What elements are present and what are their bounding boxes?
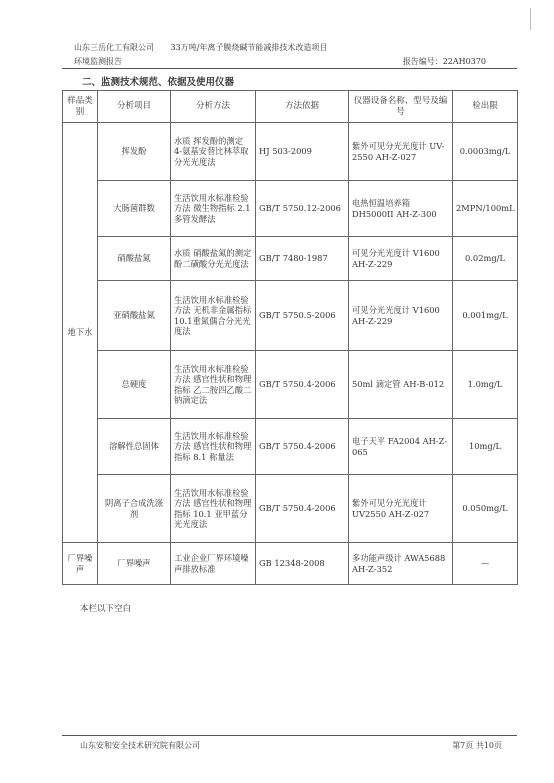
footer-divider (62, 735, 517, 736)
basis-cell: GB/T 5750.4-2006 (256, 351, 349, 419)
limit-cell: 1.0mg/L (453, 351, 518, 419)
item-cell: 阴离子合成洗涤剂 (98, 475, 171, 543)
header-item: 分析项目 (98, 91, 171, 123)
basis-cell: HJ 503-2009 (256, 123, 349, 181)
method-cell: 生活饮用水标准检验方法 感官性状和物理指标 8.1 称量法 (171, 419, 256, 475)
section-title: 二、监测技术规范、依据及使用仪器 (82, 77, 235, 88)
company-name: 山东三岳化工有限公司 (74, 43, 154, 52)
method-cell: 生活饮用水标准检验方法 感官性状和物理指标 10.1 亚甲蓝分光光度法 (171, 475, 256, 543)
header-basis: 方法依据 (256, 91, 349, 123)
basis-cell: GB/T 5750.4-2006 (256, 419, 349, 475)
item-cell: 大肠菌群数 (98, 181, 171, 237)
table-row (63, 237, 518, 281)
item-cell: 硝酸盐氮 (98, 237, 171, 281)
blank-below-note: 本栏以下空白 (80, 604, 132, 614)
table-row (63, 419, 518, 475)
category-cell: 厂界噪声 (63, 543, 98, 585)
methods-table (62, 90, 518, 585)
report-number: 报告编号：22AH0370 (402, 57, 486, 66)
header-limit: 检出限 (453, 91, 518, 123)
table-row (63, 123, 518, 181)
item-cell: 溶解性总固体 (98, 419, 171, 475)
limit-cell: 0.050mg/L (453, 475, 518, 543)
limit-cell: 2MPN/100mL (453, 181, 518, 237)
table-row (63, 181, 518, 237)
scan-mark (530, 8, 531, 30)
instrument-cell: 多功能声级计 AWA5688 AH-Z-352 (349, 543, 453, 585)
table-header-row (63, 91, 518, 123)
instrument-cell: 紫外可见分光光度计 UV-2550 AH-Z-027 (349, 123, 453, 181)
table-row (63, 543, 518, 585)
table-row (63, 351, 518, 419)
item-cell: 亚硝酸盐氮 (98, 281, 171, 351)
header-method: 分析方法 (171, 91, 256, 123)
instrument-cell: 电热恒温培养箱 DH5000II AH-Z-300 (349, 181, 453, 237)
limit-cell: 0.02mg/L (453, 237, 518, 281)
instrument-cell: 50ml 滴定管 AH-B-012 (349, 351, 453, 419)
limit-cell: 0.001mg/L (453, 281, 518, 351)
instrument-cell: 可见分光光度计 V1600 AH-Z-229 (349, 237, 453, 281)
table-row (63, 281, 518, 351)
report-type: 环境监测报告 (74, 57, 122, 66)
limit-cell: — (453, 543, 518, 585)
method-cell: 水质 硝酸盐氮的测定 酚二磺酸分光光度法 (171, 237, 256, 281)
instrument-cell: 紫外可见分光光度计 UV2550 AH-Z-027 (349, 475, 453, 543)
footer-institute: 山东安和安全技术研究院有限公司 (80, 741, 200, 750)
method-cell: 生活饮用水标准检验方法 无机非金属指标 10.1重氮偶合分光光度法 (171, 281, 256, 351)
method-cell: 生活饮用水标准检验方法 感官性状和物理指标 乙二胺四乙酸二钠滴定法 (171, 351, 256, 419)
method-cell: 工业企业厂界环境噪声排放标准 (171, 543, 256, 585)
project-name: 33万吨/年离子膜烧碱节能减排技术改造项目 (170, 43, 328, 52)
basis-cell: GB/T 5750.4-2006 (256, 475, 349, 543)
header-category: 样品类别 (63, 91, 98, 123)
method-cell: 水质 挥发酚的测定 4-氨基安替比林萃取分光光度法 (171, 123, 256, 181)
report-header (74, 42, 504, 53)
item-cell: 厂界噪声 (98, 543, 171, 585)
instrument-cell: 可见分光光度计 V1600 AH-Z-229 (349, 281, 453, 351)
basis-cell: GB/T 7480-1987 (256, 237, 349, 281)
basis-cell: GB/T 5750.5-2006 (256, 281, 349, 351)
basis-cell: GB/T 5750.12-2006 (256, 181, 349, 237)
header-instrument: 仪器设备名称、型号及编号 (349, 91, 453, 123)
category-cell: 地下水 (63, 123, 98, 543)
header-divider (62, 68, 517, 69)
page-number: 第7页 共10页 (452, 741, 502, 750)
item-cell: 总硬度 (98, 351, 171, 419)
table-row (63, 475, 518, 543)
limit-cell: 10mg/L (453, 419, 518, 475)
limit-cell: 0.0003mg/L (453, 123, 518, 181)
method-cell: 生活饮用水标准检验方法 微生物指标 2.1 多管发酵法 (171, 181, 256, 237)
item-cell: 挥发酚 (98, 123, 171, 181)
basis-cell: GB 12348-2008 (256, 543, 349, 585)
instrument-cell: 电子天平 FA2004 AH-Z-065 (349, 419, 453, 475)
